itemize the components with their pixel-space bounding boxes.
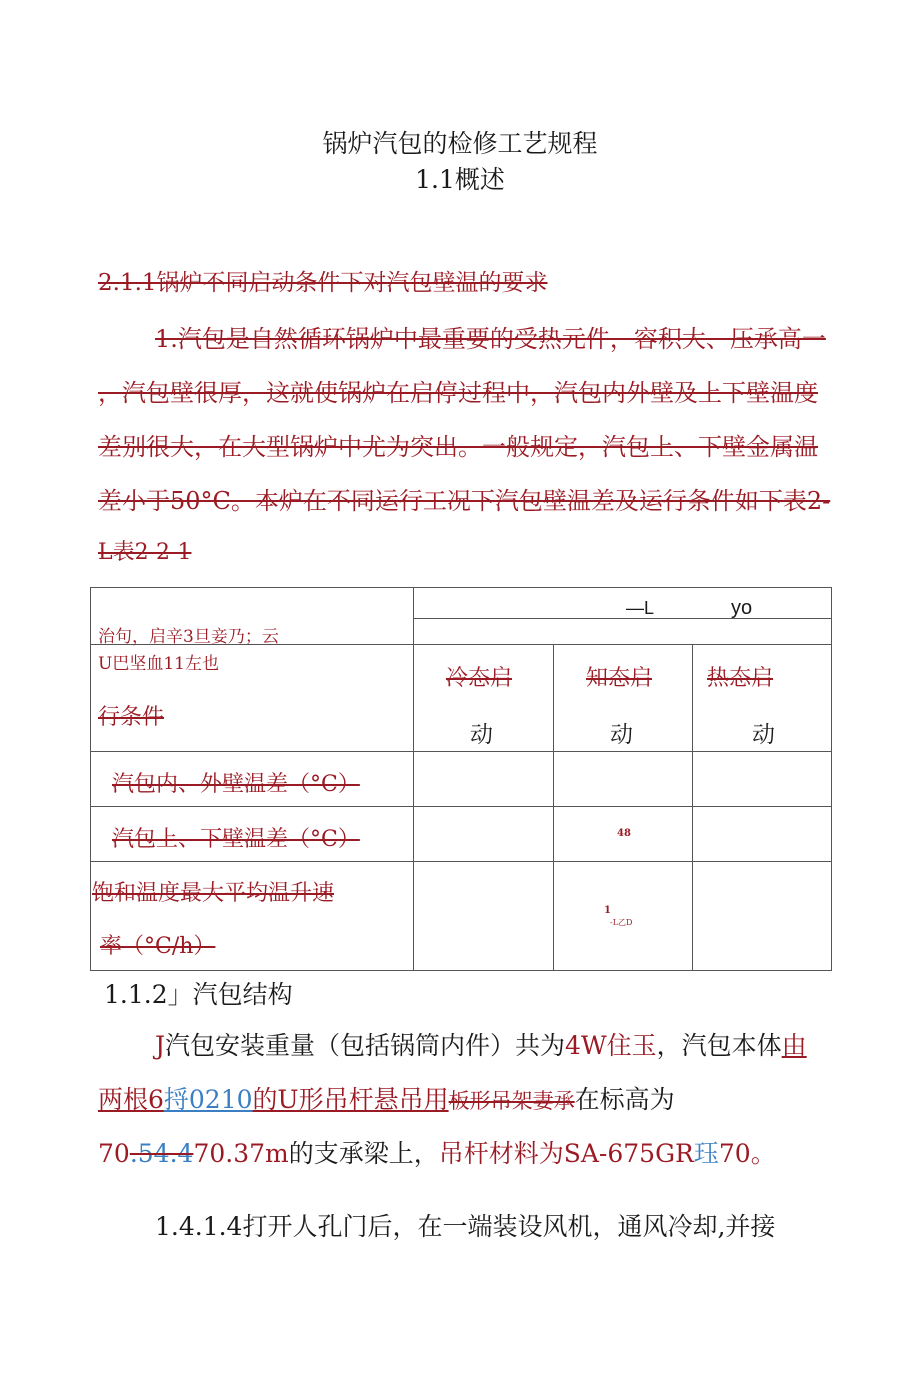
struct-l3-c: 70.37m [193,1139,289,1168]
header-top-mark-b: yo [731,597,753,619]
document-subtitle: 1.1概述 [415,165,505,194]
structure-line-3 [98,1134,776,1170]
col-header-hot-start-2: 动 [752,722,775,748]
col-header-warm-start-2: 动 [610,722,633,748]
struct-l3-e: 吊杆材料为SA-675GR [438,1139,694,1168]
row-label-heating-rate-2: 率（°C/h） [100,934,216,959]
step-1414: 1.4.1.4打开人孔门后，在一端装设风机，通风冷却,并接 [155,1212,776,1241]
header-top-mark-a: —L [626,598,655,618]
struct-l2-c: 的U形吊杆悬吊用 [252,1085,449,1114]
row-label-heating-rate: 饱和温度最大平均温升速 [92,881,335,906]
paragraph-line-3: 差别很大，在大型锅炉中尤为突出。一般规定，汽包上、下壁金属温 [98,433,818,461]
header-left-line-1: 治句，启辛3旦妾乃；云 [98,627,279,647]
row3-warm-value-1: 1 [604,905,611,916]
col-header-warm-start: 知态启 [586,666,653,691]
struct-l2-e: 在标高为 [574,1085,675,1114]
struct-l1-d: ，汽包本体 [656,1031,782,1060]
struct-l3-g: 70。 [718,1139,776,1168]
document-title: 锅炉汽包的检修工艺规程 [322,129,598,158]
structure-line-1 [155,1026,807,1062]
struct-l3-d: 的支承梁上， [288,1139,439,1168]
paragraph-line-2: ，汽包壁很厚，这就使锅炉在启停过程中，汽包内外壁及上下壁温度 [98,379,818,407]
struct-l3-f: 珏 [693,1139,719,1168]
struct-l1-c: 4W住玉 [565,1031,657,1060]
paragraph-line-1: 1.汽包是自然循环锅炉中最重要的受热元件，容积大、压承高一 [155,325,826,353]
header-left-line-3: 行条件 [98,705,165,730]
col-header-cold-start-2: 动 [470,722,493,748]
header-left-line-2: U巴坚血11左也 [98,654,219,674]
section-heading-211: 2.1.1锅炉不同启动条件下对汽包壁温的要求 [98,270,548,296]
col-header-hot-start: 热态启 [707,666,774,691]
row2-warm-value: 48 [617,828,631,839]
row-label-upper-lower: 汽包上、下壁温差（°C） [112,827,360,852]
struct-l2-a: 两根6 [98,1085,164,1114]
section-heading-112: 1.1.2」汽包结构 [104,980,293,1009]
row3-warm-value-2: -L乙D [610,918,633,927]
paragraph-line-4: 差小于50°C。本炉在不同运行工况下汽包壁温差及运行条件如下表2- [98,487,831,515]
struct-l1-a: J [155,1031,166,1060]
struct-l3-b: .54.4 [129,1139,194,1168]
struct-l1-b: 汽包安装重量（包括锅筒内件）共为 [165,1031,566,1060]
col-header-cold-start: 冷态启 [446,666,513,691]
struct-l1-e: 由 [781,1031,807,1060]
structure-line-2 [98,1080,675,1116]
struct-l2-d: 板形吊架妻承 [448,1089,575,1113]
row-label-inner-outer: 汽包内、外壁温差（°C） [112,772,360,797]
struct-l3-a: 70 [98,1139,130,1168]
struct-l2-b: 捋0210 [163,1085,253,1114]
paragraph-line-5: L表2-2-1 [98,540,192,565]
